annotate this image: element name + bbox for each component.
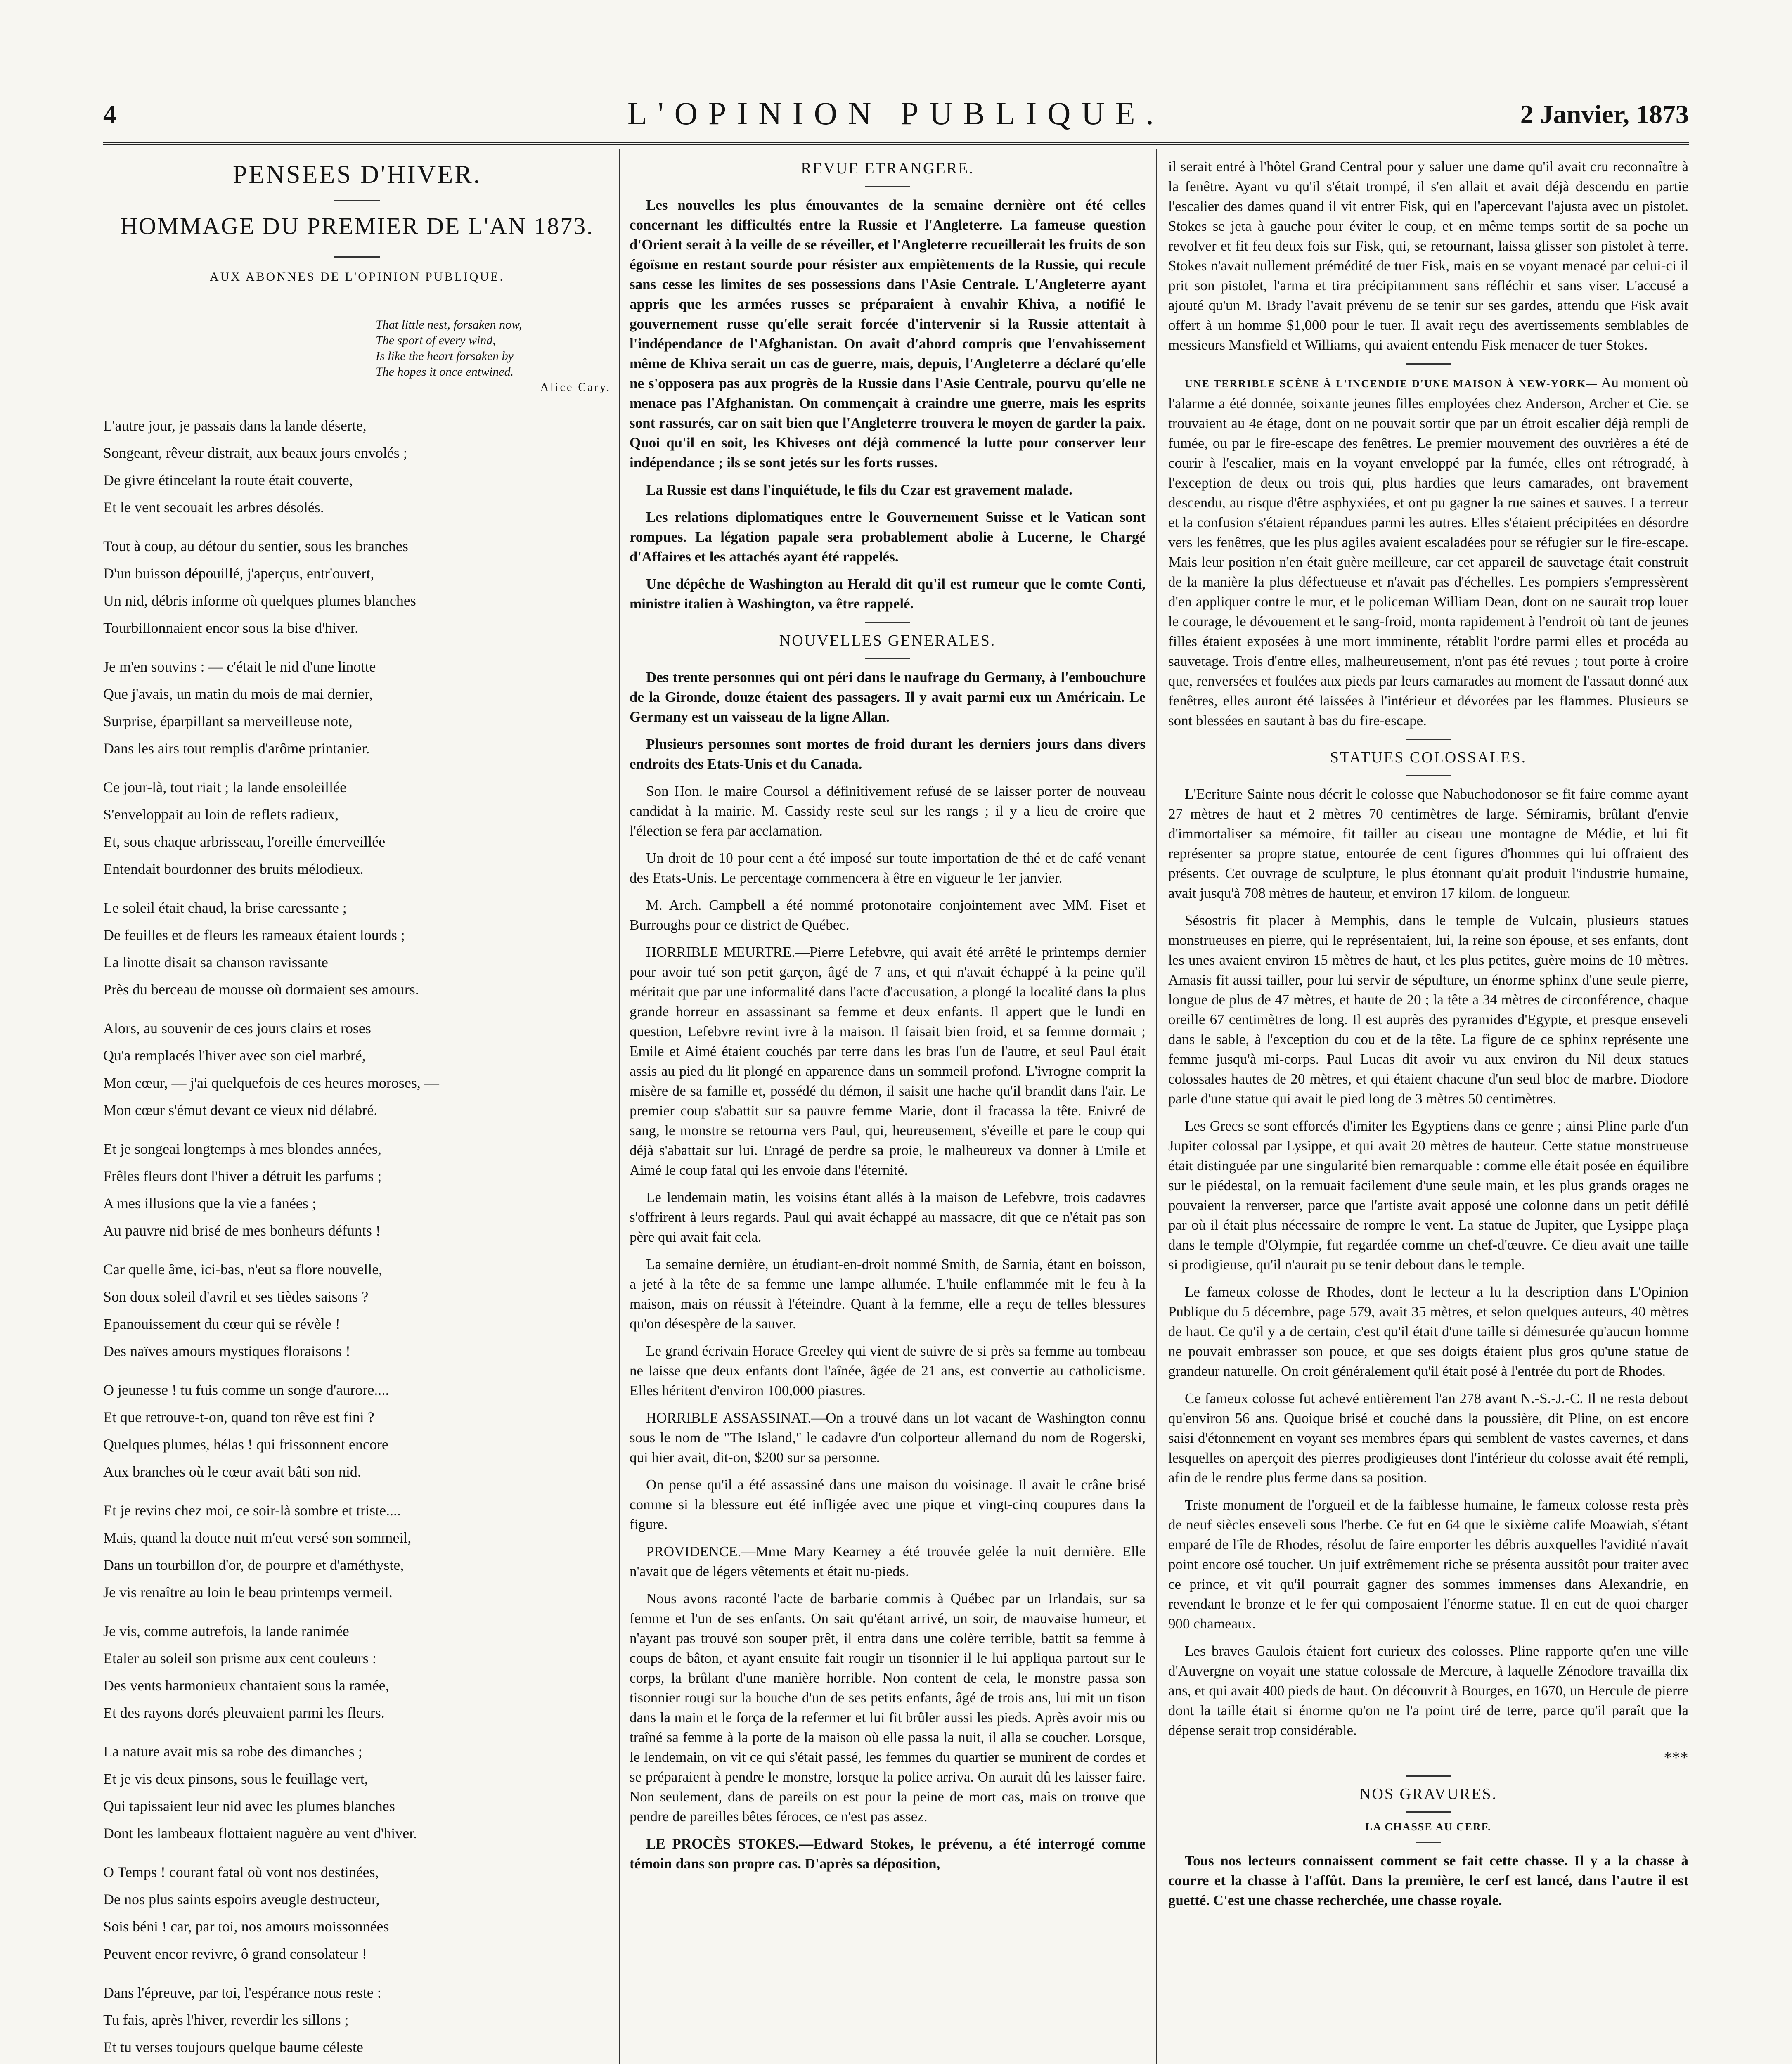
poem-stanza [103,1376,611,1485]
poem-line: Et, sous chaque arbrisseau, l'oreille émerveillée [103,833,386,850]
page-number: 4 [103,99,116,129]
poem-line: Le soleil était chaud, la brise caressante ; [103,899,347,916]
poem-stanza [103,1256,611,1365]
column-news [630,157,1146,2064]
column-rule [1156,149,1157,2064]
poem-line: Car quelle âme, ici-bas, n'eut sa flore nouvelle, [103,1261,383,1278]
article-paragraph: On pense qu'il a été assassiné dans une maison du voisinage. Il avait le crâne brisé comme si la blessure eut été infligée avec une pique et vingt-cinq coupures dans la figure. [630,1477,1146,1532]
poem-line: Sois béni ! car, par toi, nos amours moissonnées [103,1918,389,1935]
article-paragraph: Des trente personnes qui ont péri dans le naufrage du Germany, à l'embouchure de la Gironde, douze étaient des passagers. Il y avait parmi eux un Américain. Le Germany est un vaisseau de la ligne Allan. [630,669,1146,725]
divider [1406,739,1451,740]
article-paragraph: Les nouvelles les plus émouvantes de la semaine dernière ont été celles concernant les difficultés entre la Russie et l'Angleterre. La fameuse question d'Orient serait à la veille de se réveiller, et l'Angleterre recueillerait les fruits de son égoïsme en restant sourde pour résister aux empiètements de la Russie, qui recule sans cesse les limites de ses possessions dans l'Asie Centrale. L'Angleterre ayant appris que les armées russes se préparaient à envahir Khiva, a notifié le gouvernement russe qu'elle serait forcée d'intervenir si la Russie attentait à l'indépendance de l'Afghanistan. On avait d'abord compris que l'envahissement même de Khiva serait un cas de guerre, mais, depuis, l'Angleterre a déclaré qu'elle ne s'opposera pas aux progrès de la Russie dans l'Asie Centrale, pourvu qu'elle ne menace pas l'Afghanistan. On commençait à craindre une guerre, mais les esprits sont rassurés, car on sait bien que l'Angleterre trouvera le moyen de garder la paix. Quoi qu'il en soit, les Khiveses ont déjà commencé la lutte pour conserver leur indépendance ; ils se sont jetés sur les forts russes. [630,197,1146,471]
poem-stanza [103,653,611,762]
poem-line: Au pauvre nid brisé de mes bonheurs défunts ! [103,1222,381,1239]
poem-line: Je vis renaître au loin le beau printemps vermeil. [103,1584,393,1600]
section-title-nouvelles: NOUVELLES GENERALES. [779,632,996,649]
divider [865,622,910,623]
poem-line: Mon cœur, — j'ai quelquefois de ces heures moroses, — [103,1075,439,1091]
article-paragraph: Les braves Gaulois étaient fort curieux des colosses. Pline rapporte qu'en une ville d'Auvergne on voyait une statue colossale de Mercure, à laquelle Zénodore travailla dix ans, et qui avait 400 pieds de haut. On découvrit à Bourges, en 1670, un Hercule de pierre dont la taille était si énorme qu'on ne l'a point tiré de terre, parce qu'il paraît que la dépense serait trop considérable. [1168,1643,1688,1738]
issue-date: 2 Janvier, 1873 [1520,99,1689,129]
poem-line: Tourbillonnaient encor sous la bise d'hiver. [103,620,358,636]
poem-line: Près du berceau de mousse où dormaient ses amours. [103,981,419,998]
article-paragraph: Une dépêche de Washington au Herald dit qu'il est rumeur que le comte Conti, ministre italien à Washington, va être rappelé. [630,576,1146,612]
article-paragraph: Le lendemain matin, les voisins étant allés à la maison de Lefebvre, trois cadavres s'offrirent à leurs regards. Paul qui avait échappé au massacre, dit que ce n'était pas son père qui avait fait cela. [630,1189,1146,1245]
epigraph-line: That little nest, forsaken now, [376,318,522,331]
poem-line: S'enveloppait au loin de reflets radieux, [103,806,339,823]
epigraph-line: The hopes it once entwined. [376,365,514,379]
poem-line: A mes illusions que la vie a fanées ; [103,1195,316,1212]
poem-line: Et je revins chez moi, ce soir-là sombre et triste.... [103,1502,401,1519]
newspaper-title: L'OPINION PUBLIQUE. [627,95,1165,131]
poem-stanza [103,1497,611,1606]
poem-line [103,2061,611,2064]
epigraph-author: Alice Cary. [540,381,611,394]
poem-stanza [103,533,611,641]
divider [334,200,380,201]
article-paragraph: Les relations diplomatiques entre le Gouvernement Suisse et le Vatican sont rompues. La légation papale sera probablement abolie à Lucerne, le Chargé d'Affaires et les attachés ayant été rappelés. [630,509,1146,565]
poem-line: Et tu verses toujours quelque baume céleste [103,2039,363,2055]
divider [1416,1842,1441,1843]
divider [1406,1775,1451,1777]
article-paragraph: Les Grecs se sont efforcés d'imiter les Egyptiens dans ce genre ; ainsi Pline parle d'un Jupiter colossal par Lysippe, et qui avait 20 mètres de hauteur. Cette statue monstrueuse était distinguée par une singularité bien remarquable : comme elle était posée en équilibre sur le piédestal, on la remuait facilement d'une seule main, et les plus grands orages ne pouvaient la renverser, parce que l'artiste avait apposé une colonne dans un petit défilé par où il était plus nécessaire de rompre le vent. La statue de Jupiter, que Lysippe plaça dans le temple d'Olympie, fut regardée comme un chef-d'œuvre. Ce dieu avait une taille si prodigieuse, qu'il n'aurait pu se tenir debout dans le temple. [1168,1118,1688,1273]
divider [865,186,910,187]
poem-stanza [103,412,611,521]
poem-line: O Temps ! courant fatal où vont nos destinées, [103,1864,379,1880]
poem-subtitle: HOMMAGE DU PREMIER DE L'AN 1873. [120,213,594,239]
gravures-text: Tous nos lecteurs connaissent comment se fait cette chasse. Il y a la chasse à courre et la chasse à l'affût. Dans la première, le cerf est lancé, dans l'autre il est guetté. C'est une chasse recherchée, une chasse royale. [1168,1853,1688,1908]
poem-line: Et le vent secouait les arbres désolés. [103,499,324,516]
article-paragraph: L'Ecriture Sainte nous décrit le colosse que Nabuchodonosor se fit faire comme ayant 27 mètres de haut et 2 mètres 70 centimètres de large. Sémiramis, brûlant d'envie d'immortaliser sa mémoire, fit tailler au ciseau une montagne de Médie, et lui fit représenter sa propre statue, entourée de cent figures d'hommes qui lui offraient des présents. Cet ouvrage de sculpture, le plus étonnant qu'ait produit l'industrie humaine, avait jusqu'à 708 mètres de hauteur, et environ 17 kilom. de longueur. [1168,786,1688,901]
poem-line: Et je songeai longtemps à mes blondes années, [103,1141,381,1157]
poem-line: Dans l'épreuve, par toi, l'espérance nous reste : [103,1984,381,2001]
poem-stanza [103,1135,611,1244]
article-paragraph: LE PROCÈS STOKES.—Edward Stokes, le prévenu, a été interrogé comme témoin dans son propre cas. D'après sa déposition, [630,1836,1146,1872]
article-paragraph: Triste monument de l'orgueil et de la faiblesse humaine, le fameux colosse resta près de neuf siècles enseveli sous l'herbe. Ce fut en 64 que le sixième calife Moawiah, s'étant emparé de l'île de Rhodes, résolut de faire emporter les débris auxquelles l'avidité n'avait point encore osé toucher. Un juif extrêmement riche se présenta aussitôt pour traiter avec ce prince, et vit qu'il pourrait gagner des sommes immenses dans Alexandrie, en revendant le bronze et le fer qui composaient l'énorme statue. Il en eut de quoi charger 900 chameaux. [1168,1497,1688,1632]
poem-line: Mon cœur s'émut devant ce vieux nid délabré. [103,1102,378,1118]
poem-title: PENSEES D'HIVER. [232,161,482,189]
poem-line: Je m'en souvins : — c'était le nid d'une linotte [103,658,376,675]
poem-line: Son doux soleil d'avril et ses tièdes saisons ? [103,1288,369,1305]
poem-line: Des vents harmonieux chantaient sous la ramée, [103,1677,389,1694]
section-title-revue: REVUE ETRANGERE. [801,160,974,177]
poem-line: Qu'a remplacés l'hiver avec son ciel marbré, [103,1047,366,1064]
column-poem [103,157,611,2064]
poem-line: La nature avait mis sa robe des dimanches ; [103,1743,362,1760]
poem-line: De nos plus saints espoirs aveugle destructeur, [103,1891,380,1908]
poem-line: D'un buisson dépouillé, j'aperçus, entr'ouvert, [103,565,374,582]
column-features [1168,157,1688,2064]
divider [1406,775,1451,776]
divider [1406,1811,1451,1813]
poem-line: Quelques plumes, hélas ! qui frissonnent encore [103,1436,388,1453]
poem-stanza [103,1015,611,1124]
poem-stanzas [103,412,611,2064]
poem-line: Dans un tourbillon d'or, de pourpre et d'améthyste, [103,1557,404,1573]
article-paragraph: PROVIDENCE.—Mme Mary Kearney a été trouvée gelée la nuit dernière. Elle n'avait que de légers vêtements et était nu-pieds. [630,1543,1146,1579]
nouvelles-articles [630,667,1146,1874]
gravures-kicker: LA CHASSE AU CERF. [1365,1821,1491,1833]
poem-line: De feuilles et de fleurs les rameaux étaient lourds ; [103,927,405,943]
article-paragraph: M. Arch. Campbell a été nommé protonotaire conjointement avec MM. Fiset et Burroughs pour ce district de Québec. [630,897,1146,933]
masthead-rule [103,142,1689,145]
poem-line: Epanouissement du cœur qui se révèle ! [103,1316,340,1332]
poem-line: L'autre jour, je passais dans la lande déserte, [103,417,367,434]
article-paragraph: Son Hon. le maire Coursol a définitivement refusé de se laisser porter de nouveau candidat à la mairie. M. Cassidy reste seul sur les rangs ; il y a lieu de croire que l'élection se fera par acclamation. [630,783,1146,839]
poem-stanza [103,894,611,1003]
epigraph-line: The sport of every wind, [376,334,496,347]
poem-line: Tu fais, après l'hiver, reverdir les sillons ; [103,2012,349,2028]
epigraph [376,317,611,395]
article-paragraph: Ce fameux colosse fut achevé entièrement l'an 278 avant N.-S.-J.-C. Il ne resta debout qu'environ 56 ans. Quoique brisé et couché dans la poussière, dit Pline, on est encore saisi d'étonnement en voyant ses membres épars qui semblent de vastes cavernes, et dans lesquelles on aperçoit des pierres prodigieuses dont l'intérieur du colosse avait été rempli, afin de le rendre plus ferme dans sa position. [1168,1390,1688,1486]
poem-line: Dont les lambeaux flottaient naguère au vent d'hiver. [103,1825,417,1842]
poem-line: Que j'avais, un matin du mois de mai dernier, [103,686,373,702]
poem-stanza [103,1858,611,1967]
poem-line: Aux branches où le cœur avait bâti son nid. [103,1463,361,1480]
poem-stanza [103,774,611,883]
revue-articles [630,195,1146,614]
epigraph-line: Is like the heart forsaken by [376,349,514,363]
poem-line: La linotte disait sa chanson ravissante [103,954,328,970]
article-paragraph: Sésostris fit placer à Memphis, dans le temple de Vulcain, plusieurs statues monstrueuses en pierre, qui le représentaient, lui, la reine son épouse, et ses enfants, dont les unes avaient environ 15 mètres de haut, et les plus petites, guère moins de 10 mètres. Amasis fit aussi tailler, pour lui servir de sépulture, un énorme sphinx d'une seule pierre, longue de plus de 47 mètres, et haute de 20 ; la tête a 34 mètres de circonférence, chaque oreille 67 centimètres de long. Il est auprès des pyramides d'Egypte, et presque enseveli dans le sable, à l'exception du cou et de la tête. La figure de ce sphinx représente une femme jusqu'à mi-corps. Paul Lucas dit avoir vu aux environ du Nil deux statues colossales hautes de 20 mètres, et qui étaient chacune d'un seul bloc de marbre. Diodore parle d'une statue qui avait le pied long de 3 mètres 50 centimètres. [1168,912,1688,1107]
poem-line: O jeunesse ! tu fuis comme un songe d'aurore.... [103,1382,389,1398]
article-paragraph: HORRIBLE MEURTRE.—Pierre Lefebvre, qui avait été arrêté le printemps dernier pour avoir tué son petit garçon, âgé de 7 ans, et qui n'avait échappé à la peine qu'il méritait que par une informalité dans l'acte d'accusation, a plongé la localité dans la plus grande horreur en assassinant sa femme et deux enfants. Il appert que le lundi en question, Lefebvre revint ivre à la maison. Il faisait bien froid, et sa femme dormait ; Emile et Aimé étaient couchés par terre dans les bras l'un de l'autre, et seul Paul était assis au pied du lit plongé en apparence dans un sommeil profond. L'ivrogne comprit la misère de sa famille et, possédé du démon, il saisit une hache qu'il brandit dans l'air. Le premier coup s'abattit sur sa pauvre femme Marie, dont il fracassa la tête. Enivré de sang, le monstre se retourna vers Paul, qui, heureusement, s'éveille et pare le coup qui déjà s'abattait sur lui. Enragé de perdre sa proie, le malheureux va donner à Emile et Aimé le coup fatal qui les envoie dans l'éternité. [630,944,1146,1178]
poem-line: Surprise, éparpillant sa merveilleuse note, [103,713,353,729]
section-title-gravures: NOS GRAVURES. [1359,1785,1497,1803]
poem-line: Tout à coup, au détour du sentier, sous les branches [103,538,408,554]
poem-line: Un nid, débris informe où quelques plumes blanches [103,592,416,609]
masthead [103,95,1689,149]
statues-article [1168,784,1688,1740]
article-paragraph: Le fameux colosse de Rhodes, dont le lecteur a lu la description dans L'Opinion Publique du 5 décembre, page 579, avait 35 mètres, et selon quelques auteurs, 40 mètres de haut. Ce qu'il y a de certain, c'est qu'il était d'une taille si démesurée qu'aucun homme ne pouvait embrasser son pouce, et que ses doigts étaient plus gros qu'une statue de grandeur naturelle. On croit généralement qu'il était posé à l'entrée du port de Rhodes. [1168,1284,1688,1379]
poem-dedication: AUX ABONNES DE L'OPINION PUBLIQUE. [210,270,504,284]
section-title-statues: STATUES COLOSSALES. [1330,749,1527,766]
article-paragraph: Un droit de 10 pour cent a été imposé sur toute importation de thé et de café venant des Etats-Unis. Le percentage commencera à être en vigueur le 1er janvier. [630,850,1146,886]
poem-line: De givre étincelant la route était couverte, [103,472,353,488]
column-rule [619,149,620,2064]
poem-stanza [103,1738,611,1847]
poem-line: Songeant, rêveur distrait, aux beaux jours envolés ; [103,445,407,461]
incendie-text: Au moment où l'alarme a été donnée, soixante jeunes filles employées chez Anderson, Archer et Cie. se trouvaient au 4e étage, dont on ne pouvait sortir que par un étroit escalier déjà rempli de fumée, ou par le fire-escape des fenêtres. Le premier mouvement des ouvrières a été de courir à l'escalier, mais en la voyant enveloppé par la fumée, elles ont rétrogradé, à l'exception de deux ou trois qui, plus hardies que leurs camarades, ont bravement descendu, au risque d'être asphyxiées, et ont pu gagner la rue saines et sauves. La terreur et la confusion s'étaient répandues parmi les autres. Elles s'étaient précipitées en désordre vers les fenêtres, que les plus agiles avaient escaladées pour se réfugier sur le fire-escape. Mais leur position n'en était guère meilleure, car cet appareil de sauvetage était construit de la manière la plus défectueuse et n'avait pas d'échelles. Les pompiers s'empressèrent d'en appliquer contre le mur, et le policeman William Dean, dont on ne saurait trop louer le courage, le dévouement et le sang-froid, monta rapidement à l'endroit où tant de jeunes filles étaient exposées à une mort imminente, rétablit l'ordre parmi elles et procéda au sauvetage. Trois d'entre elles, malheureusement, n'ont pas été revues ; tout porte à croire que, renversées et foulées aux pieds par leurs camarades au moment de l'assaut donné aux fenêtres, elles auront été laissées à l'intérieur et dévorées par les flammes. Plusieurs se sont blessées en sautant à bas du fire-escape. [1168,374,1688,729]
poem-line: Alors, au souvenir de ces jours clairs et roses [103,1020,371,1037]
incendie-article [1168,373,1688,731]
poem-line: Dans les airs tout remplis d'arôme printanier. [103,740,370,757]
article-paragraph: La Russie est dans l'inquiétude, le fils du Czar est gravement malade. [646,482,1072,498]
article-paragraph: HORRIBLE ASSASSINAT.—On a trouvé dans un lot vacant de Washington connu sous le nom de "The Island," le cadavre d'un colporteur allemand du nom de Rogerski, qui hier avait, dit-on, $200 sur sa personne. [630,1410,1146,1465]
article-paragraph: La semaine dernière, un étudiant-en-droit nommé Smith, de Sarnia, étant en boisson, a jeté à la tête de sa femme une lampe allumée. L'huile enflammée mit le feu à la maison, mais on réussit à l'éteindre. Quant à la femme, elle a reçu de telles blessures qu'on désespère de la sauver. [630,1256,1146,1332]
article-paragraph: Nous avons raconté l'acte de barbarie commis à Québec par un Irlandais, sur sa femme et l'un de ses enfants. On sait qu'étant arrivé, un soir, de mauvaise humeur, et n'ayant pas trouvé son souper prêt, il entra dans une colère terrible, battit sa femme à coups de bâton, et ayant ensuite fait rougir un tisonnier il le lui appliqua partout sur le corps, la brûlant d'une manière horrible. Non content de cela, le monstre passa son tisonnier rougi sur la bouche d'un de ses petits enfants, âgé de trois ans, lui mit un tison dans la main et le força de la refermer et lui fit brûler aussi les pieds. Après avoir mis ou traîné sa femme à la porte de la maison où elle passa la nuit, il alla se coucher. Lorsque, le lendemain, on vit ce qui s'était passé, les femmes du quartier se munirent de cordes et se préparaient à pendre le monstre, lorsque la police arriva. On aurait dû les laisser faire. Non seulement, dans de pareils on est pour la peine de mort cas, mais on trouve que pendre de pareilles bêtes féroces, ce n'est pas assez. [630,1591,1146,1825]
section-stars: *** [1664,1748,1688,1767]
article-paragraph: Plusieurs personnes sont mortes de froid durant les derniers jours dans divers endroits des Etats-Unis et du Canada. [630,736,1146,772]
poem-line: Et que retrouve-t-on, quand ton rêve est fini ? [103,1409,374,1425]
poem-line: Ce jour-là, tout riait ; la lande ensoleillée [103,779,347,795]
stokes-continuation: il serait entré à l'hôtel Grand Central pour y saluer une dame qu'il avait cru reconnaître à la fenêtre. Ayant vu qu'il s'était trompé, il s'en allait et avait déjà descendu en partie l'escalier des dames quand il vit entrer Fisk, qui en l'apercevant l'ajusta avec un pistolet. Stokes se jeta à gauche pour éviter le coup, et en même temps sortit de sa poche un revolver et fit feu deux fois sur Fisk, qui, se retournant, laissa glisser son pistolet à terre. Stokes n'avait nullement prémédité de tuer Fisk, mais en se voyant menacé par celui-ci il prit son pistolet, l'arma et tira précipitamment sans réfléchir et sans viser. L'accusé a ajouté qu'un M. Brady l'avait prévenu de se tenir sur ses gardes, attendu que Fisk avait offert à un homme $1,000 pour le tuer. Il avait reçu des avertissements semblables de messieurs Mansfield et Williams, qui avaient entendu Fisk menacer de tuer Stokes. [1168,159,1688,353]
poem-line: Entendait bourdonner des bruits mélodieux. [103,861,364,877]
divider [334,256,380,258]
poem-line: Et des rayons dorés pleuvaient parmi les fleurs. [103,1704,385,1721]
poem-line: Des naïves amours mystiques floraisons ! [103,1343,350,1359]
poem-line: Mais, quand la douce nuit m'eut versé son sommeil, [103,1529,412,1546]
article-paragraph: Le grand écrivain Horace Greeley qui vient de suivre de si près sa femme au tombeau ne laisse que deux enfants dont l'aînée, âgée de 21 ans, est convertie au catholicisme. Elles héritent d'environ 100,000 piastres. [630,1343,1146,1399]
poem-line: Frêles fleurs dont l'hiver a détruit les parfums ; [103,1168,382,1184]
divider [1406,363,1451,365]
incendie-kicker: UNE TERRIBLE SCÈNE À L'INCENDIE D'UNE MAISON À NEW-YORK— [1185,378,1598,390]
poem-stanza [103,1617,611,1726]
poem-line: Et je vis deux pinsons, sous le feuillage vert, [103,1770,368,1787]
poem-line: Peuvent encor revivre, ô grand consolateur ! [103,1946,367,1962]
poem-stanza [103,1979,611,2064]
poem-line: Je vis, comme autrefois, la lande ranimée [103,1623,349,1639]
poem-line: Qui tapissaient leur nid avec les plumes blanches [103,1798,395,1814]
divider [865,658,910,659]
poem-line: Etaler au soleil son prisme aux cent couleurs : [103,1650,376,1666]
